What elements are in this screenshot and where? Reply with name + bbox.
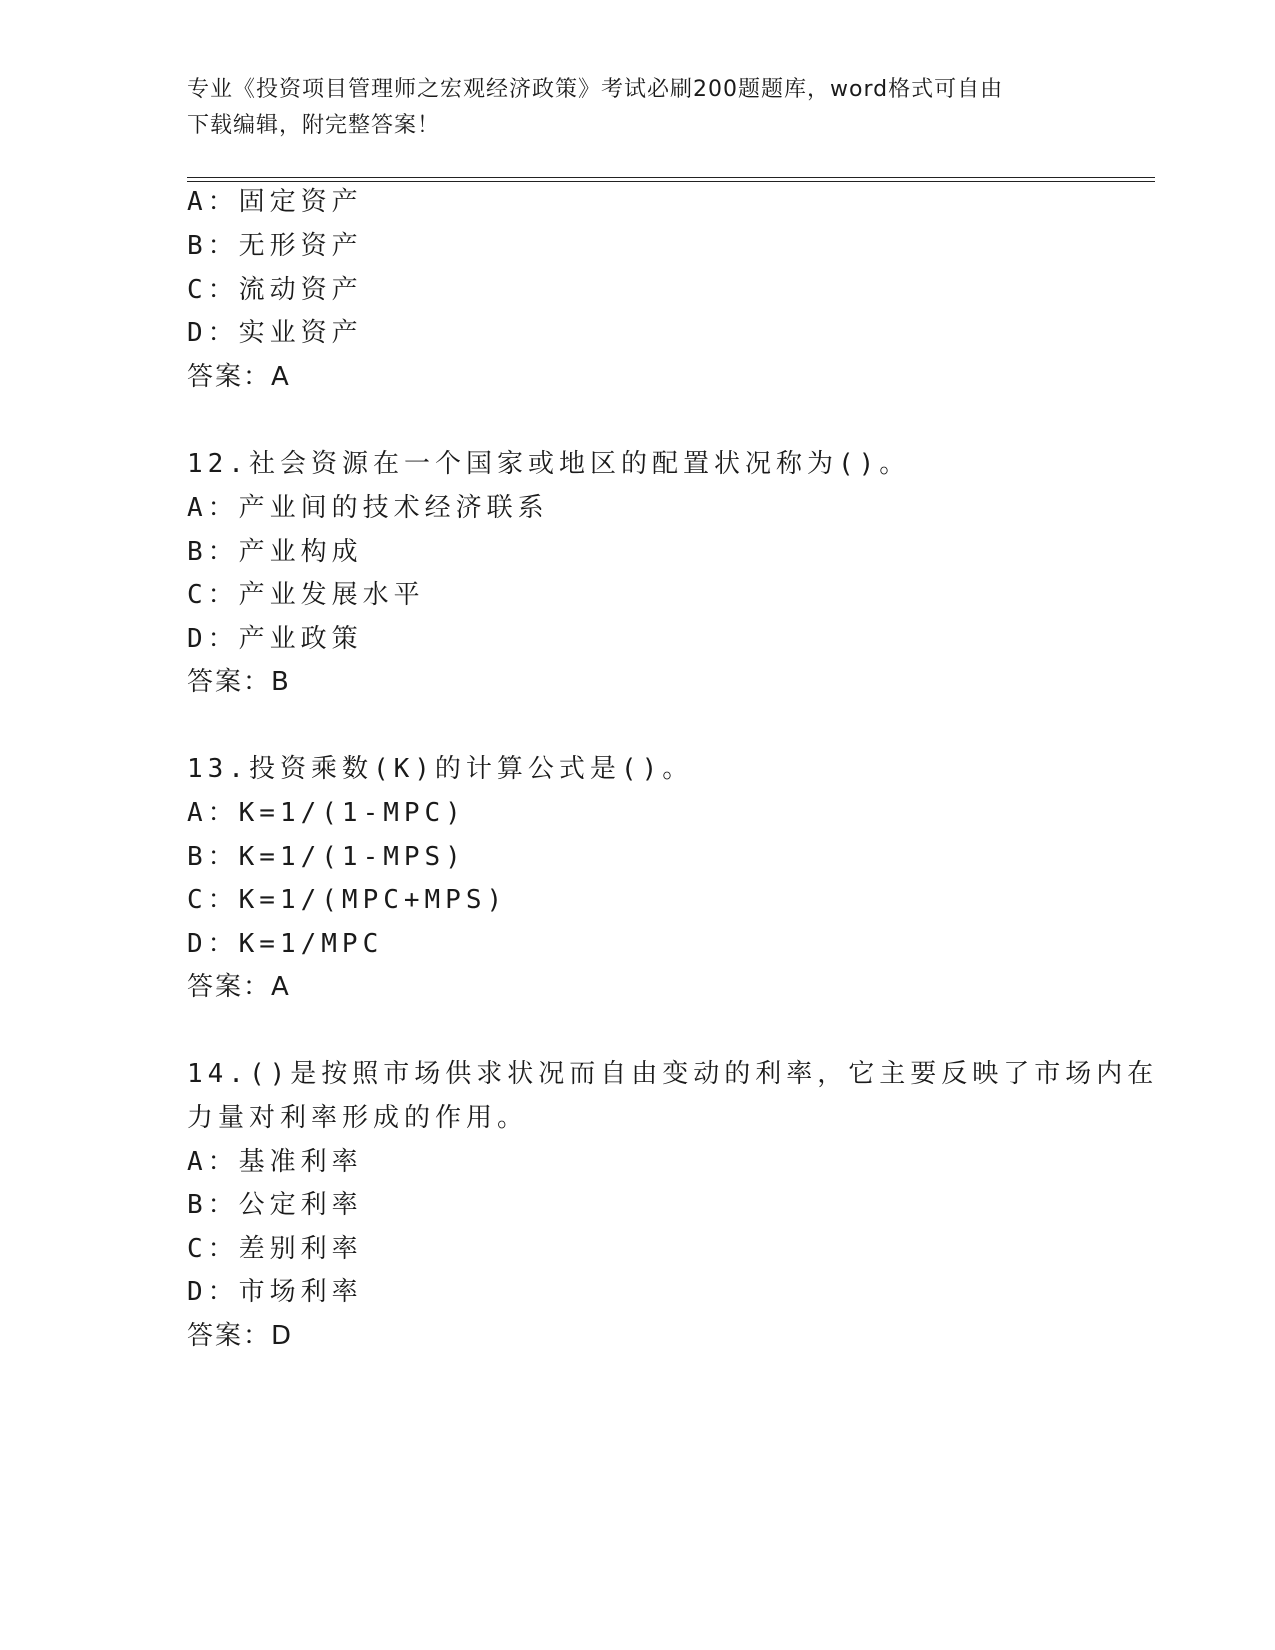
q12-answer: 答案：B <box>187 667 291 697</box>
q13-option-c: C：K=1/(MPC+MPS) <box>187 885 508 915</box>
q14-question-line-1: 14.()是按照市场供求状况而自由变动的利率，它主要反映了市场内在 <box>187 1059 1159 1089</box>
document-header <box>187 72 1077 144</box>
q14-option-d: D：市场利率 <box>187 1277 363 1307</box>
q14-answer: 答案：D <box>187 1321 294 1351</box>
q11-option-a: A：固定资产 <box>187 187 363 217</box>
header-divider <box>187 177 1155 182</box>
q14-option-c: C：差别利率 <box>187 1234 363 1264</box>
q13-option-a: A：K=1/(1-MPC) <box>187 798 466 828</box>
q13-option-d: D：K=1/MPC <box>187 929 384 959</box>
q14-question-line-2: 力量对利率形成的作用。 <box>187 1103 529 1133</box>
q11-option-b: B：无形资产 <box>187 231 363 261</box>
q12-option-a: A：产业间的技术经济联系 <box>187 493 549 523</box>
q11-option-c: C：流动资产 <box>187 275 363 305</box>
q13-question: 13.投资乘数(K)的计算公式是()。 <box>187 754 694 784</box>
q12-option-c: C：产业发展水平 <box>187 580 425 610</box>
q14-option-a: A：基准利率 <box>187 1147 363 1177</box>
header-line-2: 下载编辑，附完整答案！ <box>187 113 441 138</box>
header-line-1: 专业《投资项目管理师之宏观经济政策》考试必刷200题题库，word格式可自由 <box>187 77 1004 102</box>
q12-question: 12.社会资源在一个国家或地区的配置状况称为()。 <box>187 449 911 479</box>
q12-option-b: B：产业构成 <box>187 537 363 567</box>
q11-option-d: D：实业资产 <box>187 318 363 348</box>
q13-answer: 答案：A <box>187 972 291 1002</box>
q11-answer: 答案：A <box>187 362 291 392</box>
q13-option-b: B：K=1/(1-MPS) <box>187 842 466 872</box>
q12-option-d: D：产业政策 <box>187 624 363 654</box>
q14-option-b: B：公定利率 <box>187 1190 363 1220</box>
